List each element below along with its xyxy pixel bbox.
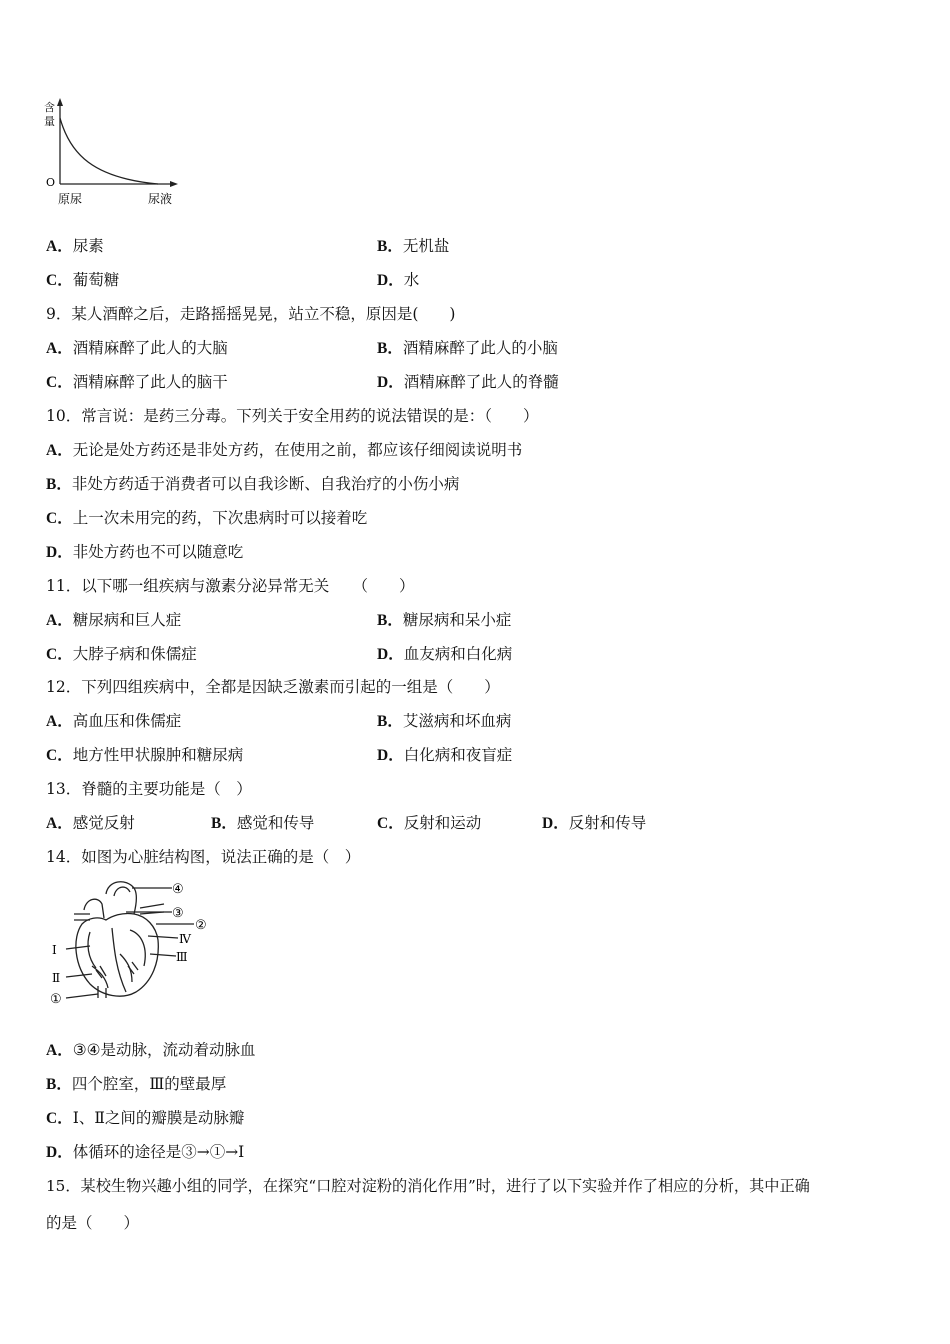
q11-option-b[interactable]: B．糖尿病和呆小症 xyxy=(377,611,512,629)
q10-option-a[interactable]: A．无论是处方药还是非处方药，在使用之前，都应该仔细阅读说明书 xyxy=(46,441,523,459)
x-label-right: 尿液 xyxy=(148,192,173,206)
heart-label-i: Ⅰ xyxy=(52,943,57,957)
q11-stem: 11．以下哪一组疾病与激素分泌异常无关 （ ） xyxy=(46,577,415,595)
q14-option-b[interactable]: B．四个腔室，Ⅲ的壁最厚 xyxy=(46,1075,227,1093)
q13-option-b[interactable]: B．感觉和传导 xyxy=(211,814,315,832)
q14-option-c[interactable]: C．Ⅰ、Ⅱ之间的瓣膜是动脉瓣 xyxy=(46,1109,245,1127)
decreasing-curve xyxy=(60,118,158,184)
q12-option-c[interactable]: C．地方性甲状腺肿和糖尿病 xyxy=(46,746,244,764)
concentration-graph xyxy=(38,96,188,211)
heart-label-1: ① xyxy=(50,992,62,1007)
q8-option-c[interactable]: C．葡萄糖 xyxy=(46,271,120,289)
q10-option-b[interactable]: B．非处方药适于消费者可以自我诊断、自我治疗的小伤小病 xyxy=(46,475,460,493)
q12-stem: 12．下列四组疾病中，全都是因缺乏激素而引起的一组是（ ） xyxy=(46,678,500,696)
heart-label-iii: Ⅲ xyxy=(176,950,188,964)
q11-option-a[interactable]: A．糖尿病和巨人症 xyxy=(46,611,182,629)
q13-option-d[interactable]: D．反射和传导 xyxy=(542,814,647,832)
q12-option-b[interactable]: B．艾滋病和坏血病 xyxy=(377,712,512,730)
heart-label-ii: Ⅱ xyxy=(52,971,61,985)
q14-option-a[interactable]: A．③④是动脉，流动着动脉血 xyxy=(46,1041,256,1059)
q8-option-b[interactable]: B．无机盐 xyxy=(377,237,450,255)
q9-option-c[interactable]: C．酒精麻醉了此人的脑干 xyxy=(46,373,228,391)
heart-label-4: ④ xyxy=(172,882,184,897)
q10-stem: 10．常言说：是药三分毒。下列关于安全用药的说法错误的是：（ ） xyxy=(46,407,539,425)
heart-label-3: ③ xyxy=(172,906,184,921)
q10-option-c[interactable]: C．上一次未用完的药，下次患病时可以接着吃 xyxy=(46,509,368,527)
q11-option-c[interactable]: C．大脖子病和侏儒症 xyxy=(46,645,197,663)
q8-option-d[interactable]: D．水 xyxy=(377,271,420,289)
q9-option-a[interactable]: A．酒精麻醉了此人的大脑 xyxy=(46,339,228,357)
q11-option-d[interactable]: D．血友病和白化病 xyxy=(377,645,513,663)
q14-option-d[interactable]: D．体循环的途径是③→①→Ⅰ xyxy=(46,1143,245,1161)
heart-label-2: ② xyxy=(195,918,207,933)
q8-option-a[interactable]: A．尿素 xyxy=(46,237,104,255)
y-label-bottom: 量 xyxy=(44,115,55,128)
q9-stem: 9．某人酒醉之后，走路摇摇晃晃，站立不稳，原因是( ) xyxy=(46,305,456,323)
q9-option-b[interactable]: B．酒精麻醉了此人的小脑 xyxy=(377,339,558,357)
origin-label: O xyxy=(46,176,56,189)
q14-stem: 14．如图为心脏结构图，说法正确的是（ ） xyxy=(46,848,361,866)
q13-option-a[interactable]: A．感觉反射 xyxy=(46,814,135,832)
heart-label-iv: Ⅳ xyxy=(179,932,191,946)
q13-stem: 13．脊髓的主要功能是（ ） xyxy=(46,780,252,798)
x-label-left: 原尿 xyxy=(58,192,83,206)
q15-stem-line2: 的是（ ） xyxy=(46,1214,140,1232)
y-label-top: 含 xyxy=(44,101,55,114)
q12-option-a[interactable]: A．高血压和侏儒症 xyxy=(46,712,182,730)
q15-stem-line1: 15．某校生物兴趣小组的同学，在探究“口腔对淀粉的消化作用”时，进行了以下实验并作了相应的分析，其中正确 xyxy=(46,1177,810,1195)
heart-diagram xyxy=(46,874,226,1012)
q12-option-d[interactable]: D．白化病和夜盲症 xyxy=(377,746,513,764)
q10-option-d[interactable]: D．非处方药也不可以随意吃 xyxy=(46,543,244,561)
q9-option-d[interactable]: D．酒精麻醉了此人的脊髓 xyxy=(377,373,559,391)
q13-option-c[interactable]: C．反射和运动 xyxy=(377,814,482,832)
